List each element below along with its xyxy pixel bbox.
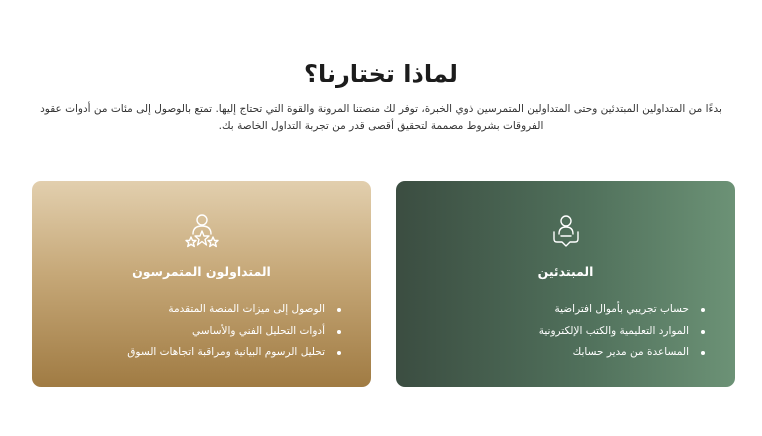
list-item: الموارد التعليمية والكتب الإلكترونية <box>539 321 705 343</box>
list-item: تحليل الرسوم البيانية ومراقبة اتجاهات السوق <box>127 342 341 364</box>
list-item: أدوات التحليل الفني والأساسي <box>127 321 341 343</box>
list-item: المساعدة من مدير حسابك <box>539 342 705 364</box>
list-item: حساب تجريبي بأموال افتراضية <box>539 299 705 321</box>
section-title: لماذا تختارنا؟ <box>304 60 458 88</box>
card-beginners <box>396 181 735 387</box>
feature-list <box>539 299 705 364</box>
presenter-icon <box>546 212 586 252</box>
card-title: المتداولون المتمرسون <box>132 264 271 279</box>
user-stars-icon <box>182 212 222 252</box>
card-advanced <box>32 181 371 387</box>
feature-list <box>127 299 341 364</box>
section-subtitle: بدءًا من المتداولين المبتدئين وحتى المتداولين المتمرسين ذوي الخبرة، توفر لك منصتنا المرونة والقوة التي تحتاج إليها. تمتع بالوصول إلى مئات من أدوات عقود الفروقات بشروط مصممة لتحقيق أقصى قدر من تجربة التداول الخاصة بك. <box>40 103 722 132</box>
list-item: الوصول إلى ميزات المنصة المتقدمة <box>127 299 341 321</box>
card-title: المبتدئين <box>537 264 594 279</box>
